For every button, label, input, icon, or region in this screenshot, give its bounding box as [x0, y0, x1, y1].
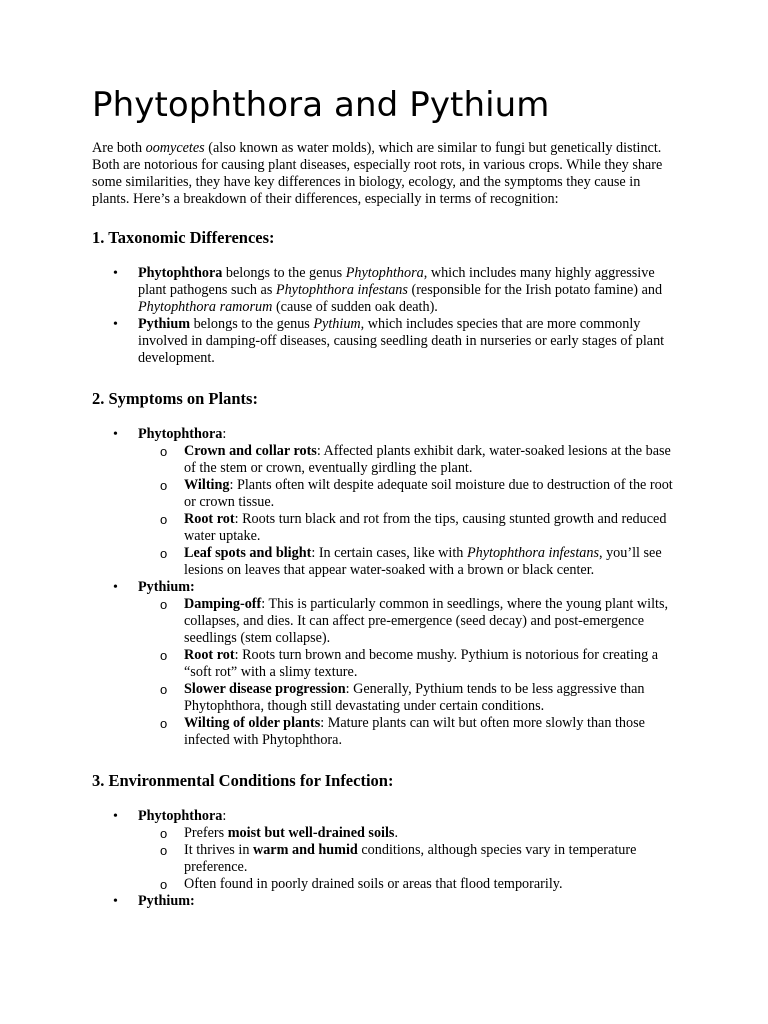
term: warm and humid: [252, 842, 358, 858]
term: Damping-off: [184, 596, 262, 612]
term: Pythium:: [138, 579, 195, 595]
text: : Generally, Pythium tends to be less aggressive than Phytophthora, though still devastating under certain conditions.: [184, 681, 645, 714]
text: : Affected plants exhibit dark, water-soaked lesions at the base of the stem or crown, eventually girdling the plant.: [184, 443, 671, 476]
sub-bullet-icon: o: [160, 826, 168, 841]
text: , you’ll see lesions on leaves that appear water-soaked with a brown or black center.: [184, 545, 662, 578]
term: Leaf spots and blight: [184, 545, 312, 561]
intro-paragraph: [92, 140, 680, 208]
text: : Roots turn black and rot from the tips, causing stunted growth and reduced water uptake.: [184, 511, 667, 544]
text: : Plants often wilt despite adequate soil moisture due to destruction of the root or crown tissue.: [184, 477, 673, 510]
list-item: [138, 596, 680, 647]
sub-bullet-icon: o: [160, 682, 168, 697]
list-item: [92, 426, 680, 579]
sub-bullet-icon: o: [160, 843, 168, 858]
sub-bullet-icon: o: [160, 716, 168, 731]
intro-text: Are both: [92, 140, 146, 156]
text: Often found in poorly drained soils or areas that flood temporarily.: [184, 876, 563, 892]
list-item: [92, 579, 680, 749]
term: Wilting: [184, 477, 230, 493]
section-heading-environment: 3. Environmental Conditions for Infection:: [92, 771, 394, 790]
text: (responsible for the Irish potato famine) and: [407, 282, 663, 298]
species: Phytophthora infestans: [466, 545, 599, 561]
text: belongs to the genus: [222, 265, 346, 281]
term: Phytophthora: [138, 426, 223, 442]
text: : Mature plants can wilt but often more slowly than those infected with Phytophthora.: [184, 715, 645, 748]
term: Phytophthora: [138, 808, 223, 824]
term: Crown and collar rots: [184, 443, 317, 459]
list-item: [138, 647, 680, 681]
species: Pythium: [313, 316, 361, 332]
species: Phytophthora infestans: [275, 282, 408, 298]
list-item: [138, 876, 680, 893]
sub-bullet-icon: o: [160, 877, 168, 892]
text: : Roots turn brown and become mushy. Pythium is notorious for creating a “soft rot” with a slimy texture.: [184, 647, 659, 680]
pythium-symptoms: [138, 596, 680, 749]
text: belongs to the genus: [190, 316, 314, 332]
intro-text: (also known as water molds), which are similar to fungi but genetically distinct. Both are notorious for causing plant diseases, especially root rots, in various crops. While they share some similarities, they have key differences in biology, ecology, and the symptoms they cause in plants. Here’s a breakdown of their differences, especially in terms of recognition:: [92, 140, 663, 207]
list-item: [138, 715, 680, 749]
bullet-icon: •: [113, 427, 118, 442]
term: Root rot: [184, 647, 235, 663]
sub-bullet-icon: o: [160, 444, 168, 459]
text: :: [222, 426, 227, 442]
document-title: Phytophthora and Pythium: [92, 85, 550, 125]
section-heading-symptoms: 2. Symptoms on Plants:: [92, 389, 258, 408]
list-item: [138, 825, 680, 842]
list-item: [138, 842, 680, 876]
list-item: [138, 477, 680, 511]
list-item: [92, 316, 680, 367]
intro-term-oomycetes: oomycetes: [145, 140, 205, 156]
sub-bullet-icon: o: [160, 597, 168, 612]
list-item: [92, 893, 680, 910]
phytophthora-symptoms: [138, 443, 680, 579]
text: , which includes many highly aggressive plant pathogens such as: [138, 265, 655, 298]
text: (cause of sudden oak death).: [272, 299, 438, 315]
sub-bullet-icon: o: [160, 648, 168, 663]
species: Phytophthora: [345, 265, 424, 281]
section-heading-taxonomic: 1. Taxonomic Differences:: [92, 228, 275, 247]
taxonomic-list: [92, 265, 680, 367]
environment-list: [92, 808, 680, 910]
sub-bullet-icon: o: [160, 512, 168, 527]
term: Slower disease progression: [184, 681, 346, 697]
term: Pythium:: [138, 893, 195, 909]
bullet-icon: •: [113, 580, 118, 595]
text: Prefers: [184, 825, 228, 841]
text: : This is particularly common in seedlings, where the young plant wilts, collapses, and dies. It can affect pre-emergence (seed decay) and post-emergence seedlings (stem collapse).: [184, 596, 669, 646]
list-item: [138, 545, 680, 579]
list-item: [138, 681, 680, 715]
list-item: [138, 511, 680, 545]
term: Pythium: [138, 316, 191, 332]
text: , which includes species that are more commonly involved in damping-off diseases, causing seedling death in nurseries or early stages of plant development.: [138, 316, 665, 366]
phytophthora-conditions: [138, 825, 680, 893]
symptoms-list: [92, 426, 680, 749]
sub-bullet-icon: o: [160, 546, 168, 561]
bullet-icon: •: [113, 317, 118, 332]
bullet-icon: •: [113, 894, 118, 909]
text: conditions, although species vary in temperature preference.: [184, 842, 637, 875]
list-item: [92, 265, 680, 316]
term: Root rot: [184, 511, 235, 527]
text: : In certain cases, like with: [311, 545, 467, 561]
term: Phytophthora: [138, 265, 223, 281]
sub-bullet-icon: o: [160, 478, 168, 493]
bullet-icon: •: [113, 809, 118, 824]
text: :: [222, 808, 227, 824]
term: Wilting of older plants: [184, 715, 321, 731]
bullet-icon: •: [113, 266, 118, 281]
list-item: [92, 808, 680, 893]
text: It thrives in: [184, 842, 253, 858]
text: .: [394, 825, 398, 841]
term: moist but well-drained soils: [227, 825, 395, 841]
species: Phytophthora ramorum: [138, 299, 273, 315]
list-item: [138, 443, 680, 477]
